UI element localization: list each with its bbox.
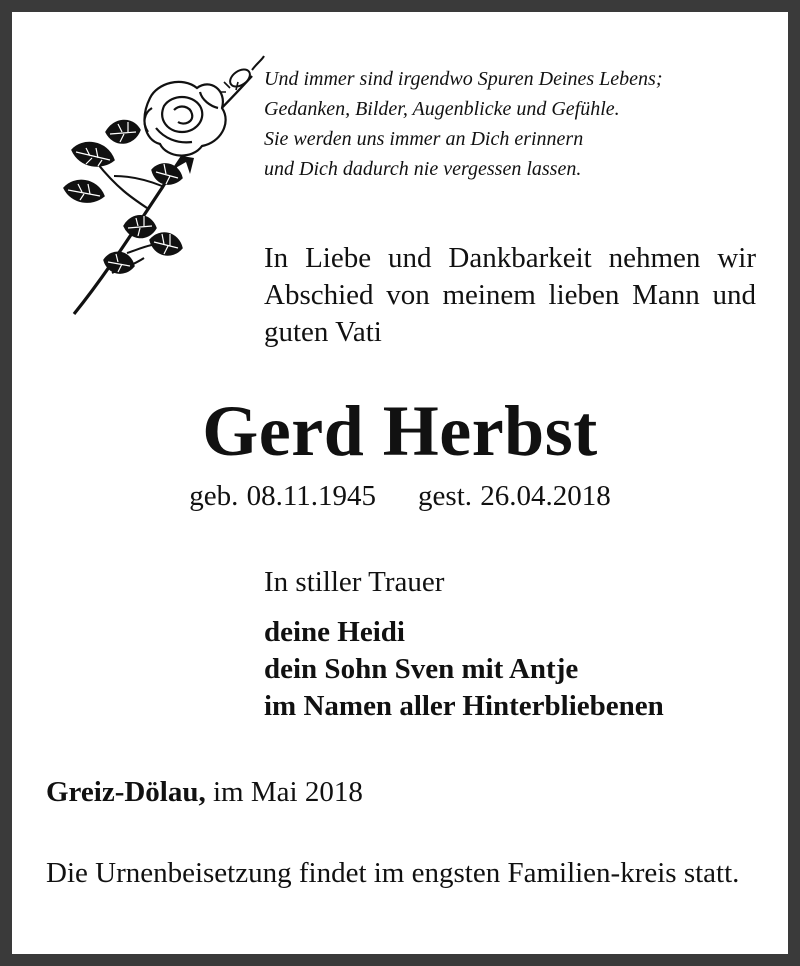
poem-line: Sie werden uns immer an Dich erinnern bbox=[264, 128, 584, 150]
poem-line: Und immer sind irgendwo Spuren Deines Lebens; bbox=[264, 68, 663, 90]
poem bbox=[264, 64, 774, 184]
mourner: dein Sohn Sven mit Antje bbox=[264, 653, 579, 685]
deceased-name: Gerd Herbst bbox=[202, 391, 598, 471]
mourners-list bbox=[264, 614, 784, 725]
place-name: Greiz-Dölau, bbox=[46, 776, 206, 808]
farewell-text: In Liebe und Dankbarkeit nehmen wir Abschied von meinem lieben Mann und guten Vati bbox=[264, 242, 756, 348]
burial-note: Die Urnenbeisetzung findet im engsten Familien-kreis statt. bbox=[46, 857, 740, 889]
rose-icon bbox=[52, 48, 272, 318]
poem-line: und Dich dadurch nie vergessen lassen. bbox=[264, 158, 582, 180]
mourner: deine Heidi bbox=[264, 616, 405, 648]
life-dates bbox=[12, 478, 788, 514]
poem-line: Gedanken, Bilder, Augenblicke und Gefühle. bbox=[264, 98, 620, 120]
obituary-card bbox=[12, 12, 788, 954]
place-and-date bbox=[46, 774, 746, 811]
death-date: gest. 26.04.2018 bbox=[418, 480, 611, 512]
notice-date: im Mai 2018 bbox=[205, 776, 363, 808]
birth-date: geb. 08.11.1945 bbox=[189, 480, 377, 512]
mourner: im Namen aller Hinterbliebenen bbox=[264, 690, 664, 722]
mourning-label: In stiller Trauer bbox=[264, 566, 445, 598]
